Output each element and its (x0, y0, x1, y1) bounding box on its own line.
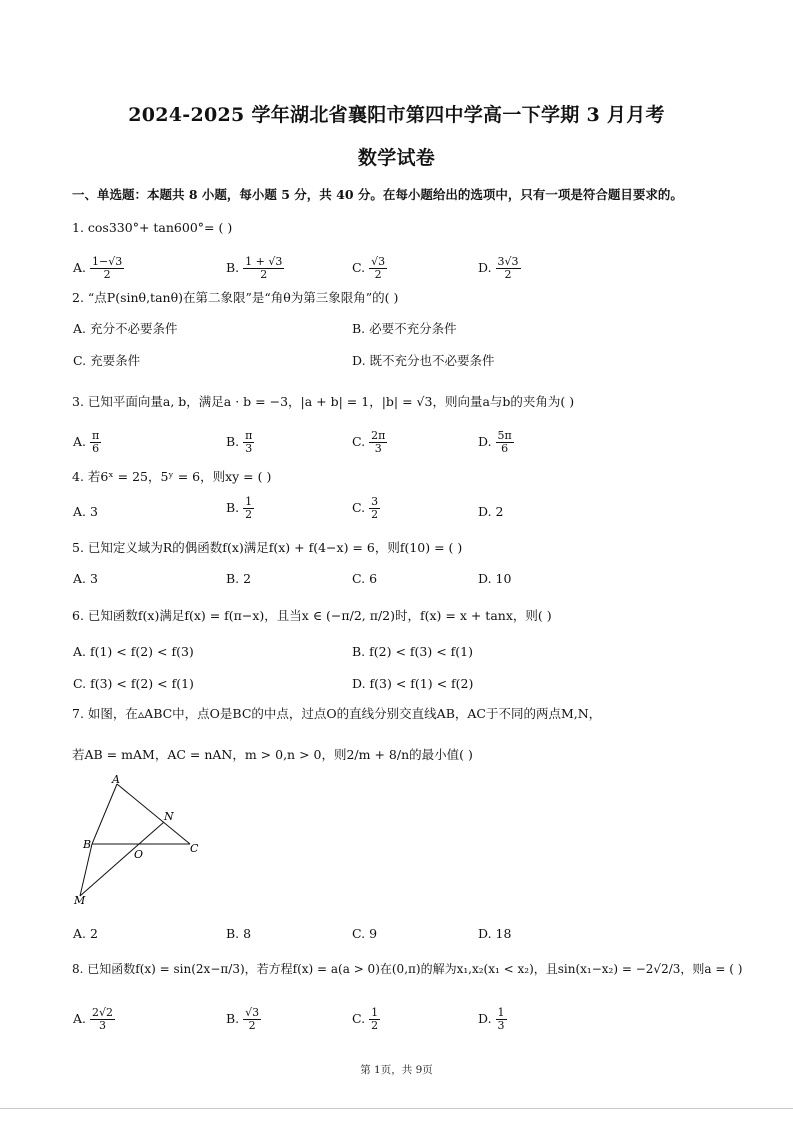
q6-option-b[interactable]: B. f(2) < f(3) < f(1) (352, 644, 473, 659)
q2-option-c[interactable]: C. 充要条件 (73, 353, 141, 368)
q3-option-d[interactable]: D. $\frac{5\pi}{6}$ (478, 429, 512, 455)
page-title: 2024-2025 学年湖北省襄阳市第四中学高一下学期 3 月月考 (128, 104, 665, 126)
q6-option-a[interactable]: A. f(1) < f(2) < f(3) (73, 644, 194, 659)
question-6-stem: 6. 已知函数f(x)满足f(x) = f(π−x)，且当x ∈ (−π/2, π/2)时，f(x) = x + tanx，则( ) (72, 608, 552, 623)
page-subtitle: 数学试卷 (357, 147, 436, 169)
section-heading: 一、单选题：本题共 8 小题，每小题 5 分，共 40 分。在每小题给出的选项中，只有一项是符合题目要求的。 (72, 187, 683, 202)
q4-option-d[interactable]: D. 2 (478, 504, 504, 519)
q4-option-a[interactable]: A. 3 (73, 504, 98, 519)
q3-option-a[interactable]: A. $\frac{\pi}{6}$ (73, 429, 100, 455)
q5-option-c[interactable]: C. 6 (352, 571, 378, 586)
label-c: C (190, 842, 199, 855)
q2-option-a[interactable]: A. 充分不必要条件 (73, 321, 178, 336)
q8-option-a[interactable]: A. $\frac{2√2}{3}$ (73, 1006, 114, 1032)
q4-option-c[interactable]: C. $\frac{3}{2}$ (352, 495, 379, 521)
q5-option-a[interactable]: A. 3 (73, 571, 98, 586)
q2-option-b[interactable]: B. 必要不充分条件 (352, 321, 457, 336)
q7-option-a[interactable]: A. 2 (73, 926, 98, 941)
question-1-stem: 1. cos330°+ tan600°= ( ) (72, 220, 233, 235)
bottom-divider (0, 1108, 793, 1109)
segment-mn (80, 822, 164, 896)
segment-ac (117, 784, 190, 844)
label-n: N (164, 810, 174, 823)
question-4-stem: 4. 若6ˣ = 25，5ʸ = 6，则xy = ( ) (72, 469, 272, 484)
question-7-stem-2: 若AB = mAM，AC = nAN，m > 0,n > 0，则2/m + 8/n的最小值( ) (72, 747, 473, 762)
q7-option-c[interactable]: C. 9 (352, 926, 378, 941)
question-8-stem: 8. 已知函数f(x) = sin(2x−π/3)，若方程f(x) = a(a > 0)在(0,π)的解为x₁,x₂(x₁ < x₂)，且sin(x₁−x₂) = −2√2/3，则a = ( ) (72, 962, 743, 976)
page-footer: 第 1页，共 9页 (360, 1064, 433, 1076)
q3-option-c[interactable]: C. $\frac{2\pi}{3}$ (352, 429, 386, 455)
q2-option-d[interactable]: D. 既不充分也不必要条件 (352, 353, 495, 368)
question-3-stem: 3. 已知平面向量a, b，满足a · b = −3，|a + b| = 1，|b| = √3，则向量a与b的夹角为( ) (72, 394, 575, 409)
q1-option-b[interactable]: B. $\frac{1 + √3}{2}$ (226, 255, 283, 281)
q1-option-c[interactable]: C. $\frac{√3}{2}$ (352, 255, 386, 281)
question-2-stem: 2. “点P(sinθ,tanθ)在第二象限”是“角θ为第三象限角”的( ) (72, 290, 399, 305)
q8-option-b[interactable]: B. $\frac{√3}{2}$ (226, 1006, 260, 1032)
q1-option-d[interactable]: D. $\frac{3√3}{2}$ (478, 255, 519, 281)
label-o: O (134, 848, 144, 861)
question-7-stem: 7. 如图，在▵ABC中，点O是BC的中点，过点O的直线分别交直线AB，AC于不同的两点M,N， (72, 706, 602, 721)
q1-option-a[interactable]: A. $\frac{1-√3}{2}$ (73, 255, 123, 281)
label-m: M (74, 894, 86, 907)
label-b: B (83, 838, 92, 851)
q5-option-d[interactable]: D. 10 (478, 571, 512, 586)
q7-option-d[interactable]: D. 18 (478, 926, 512, 941)
segment-ab (92, 784, 117, 844)
q7-option-b[interactable]: B. 8 (226, 926, 252, 941)
q5-option-b[interactable]: B. 2 (226, 571, 252, 586)
q6-option-d[interactable]: D. f(3) < f(1) < f(2) (352, 676, 474, 691)
q6-option-c[interactable]: C. f(3) < f(2) < f(1) (73, 676, 194, 691)
q3-option-b[interactable]: B. $\frac{\pi}{3}$ (226, 429, 253, 455)
q8-option-c[interactable]: C. $\frac{1}{2}$ (352, 1006, 379, 1032)
q4-option-b[interactable]: B. $\frac{1}{2}$ (226, 495, 253, 521)
label-a: A (112, 773, 120, 786)
triangle-figure (72, 772, 212, 908)
q8-option-d[interactable]: D. $\frac{1}{3}$ (478, 1006, 505, 1032)
segment-bm (80, 844, 92, 896)
question-5-stem: 5. 已知定义域为R的偶函数f(x)满足f(x) + f(4−x) = 6，则f(10) = ( ) (72, 540, 463, 555)
